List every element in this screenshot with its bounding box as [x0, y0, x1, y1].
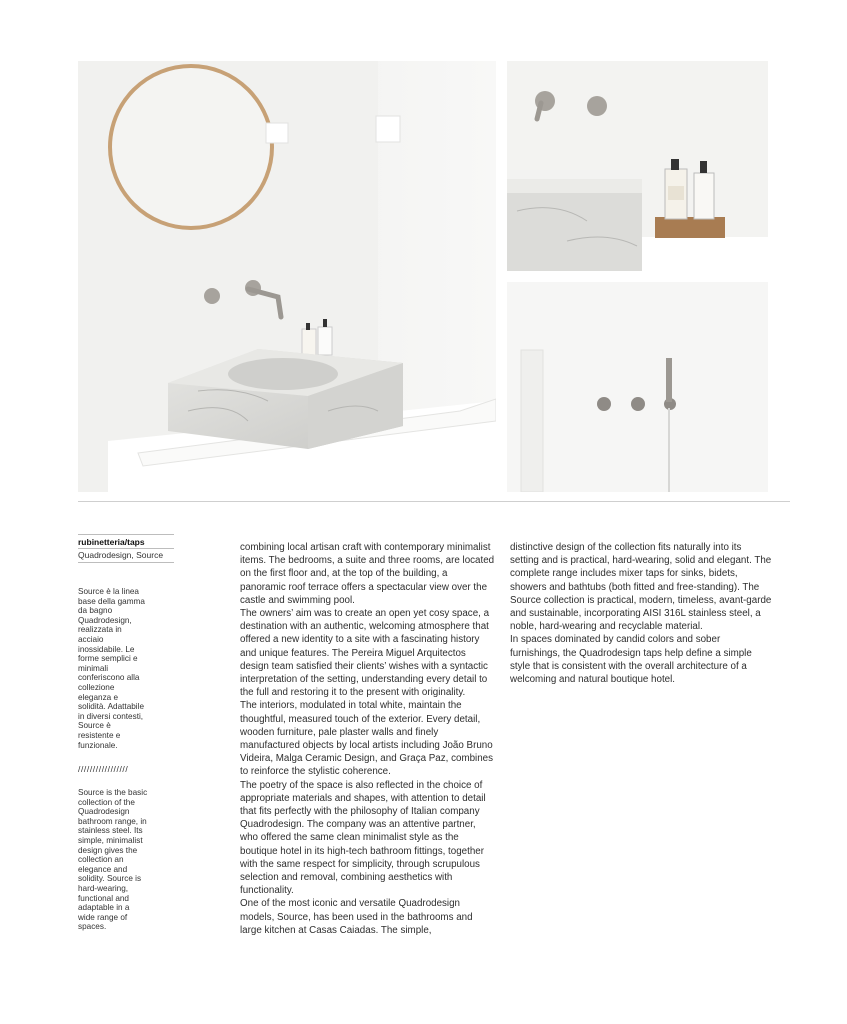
paragraph: distinctive design of the collection fits naturally into its setting and is practical, hard-wearing, solid and elegant. The complete range includes mixer taps for sinks, bidets, showers and bathtubs (both fitted and free-standing). The Source collection is practical, modern, timeless, avant-garde and sustainable, incorporating AISI 316L stainless steel, a noble, hard-wearing and recyclable material.	[510, 542, 772, 633]
article-column-3	[510, 541, 772, 686]
section-divider	[78, 501, 790, 502]
paragraph: The interiors, modulated in total white, maintain the thoughtful, measured touch of the exterior. Every detail, wooden furniture, pale plaster walls and finely manufactured objects by local artists including João Bruno Videira, Malga Ceramic Design, and Graça Paz, combines to reinforce the stylistic coherence.	[240, 700, 494, 778]
sidebar-separator: /////////////////	[78, 764, 129, 775]
shower-illustration	[507, 282, 768, 492]
product-sidebar	[78, 534, 178, 932]
paragraph: The owners’ aim was to create an open yet cosy space, a destination with an authentic, welcoming atmosphere that offered a new identity to a site with a fascinating history and unique features. The Pereira Miguel Arquitectos design team satisfied their clients’ wishes with a syntactic interpretation of the setting, understanding every detail to the full and restoring it to the present with originality.	[240, 608, 490, 699]
paragraph: In spaces dominated by candid colors and sober furnishings, the Quadrodesign taps help define a simple style that is consistent with the overall architecture of a welcoming and natural boutique hotel.	[510, 634, 752, 686]
sidebar-heading: rubinetteria/taps	[78, 534, 174, 549]
sidebar-subheading: Quadrodesign, Source	[78, 549, 174, 563]
photo-shower-mixers	[507, 282, 768, 492]
photo-marble-washbasin	[78, 61, 496, 492]
tap-detail-illustration	[507, 61, 768, 271]
washbasin-illustration	[78, 61, 496, 492]
paragraph: One of the most iconic and versatile Quadrodesign models, Source, has been used in the bathrooms and large kitchen at Casas Caiadas. The simple,	[240, 898, 473, 936]
article-column-2	[240, 541, 495, 937]
sidebar-italian-text: Source è la linea base della gamma da bagno Quadrodesign, realizzata in acciaio inossidabile. Le forme semplici e minimali conferiscono alla collezione eleganza e solidità. Adattabile in diversi contesti, Source è resistente e funzionale.	[78, 587, 145, 750]
paragraph: The poetry of the space is also reflected in the choice of appropriate materials and shapes, with attention to detail that fits perfectly with the philosophy of Italian company Quadrodesign. The company was an attentive partner, who offered the same clean minimalist style as the boutique hotel in its high-tech bathroom fittings, together with the same respect for simplicity, through scrupulous selection and removal, combining aesthetics with functionality.	[240, 779, 486, 897]
paragraph: combining local artisan craft with contemporary minimalist items. The bedrooms, a suite and three rooms, are located on the first floor and, at the top of the building, a panoramic roof terrace offers a spectacular view over the castle and swimming pool.	[240, 542, 495, 606]
photo-tap-detail	[507, 61, 768, 271]
sidebar-english-text: Source is the basic collection of the Quadrodesign bathroom range, in stainless steel. Its simple, minimalist design gives the collection an elegance and solidity. Source is hard-wearing, functional and adaptable in a wide range of spaces.	[78, 788, 148, 932]
